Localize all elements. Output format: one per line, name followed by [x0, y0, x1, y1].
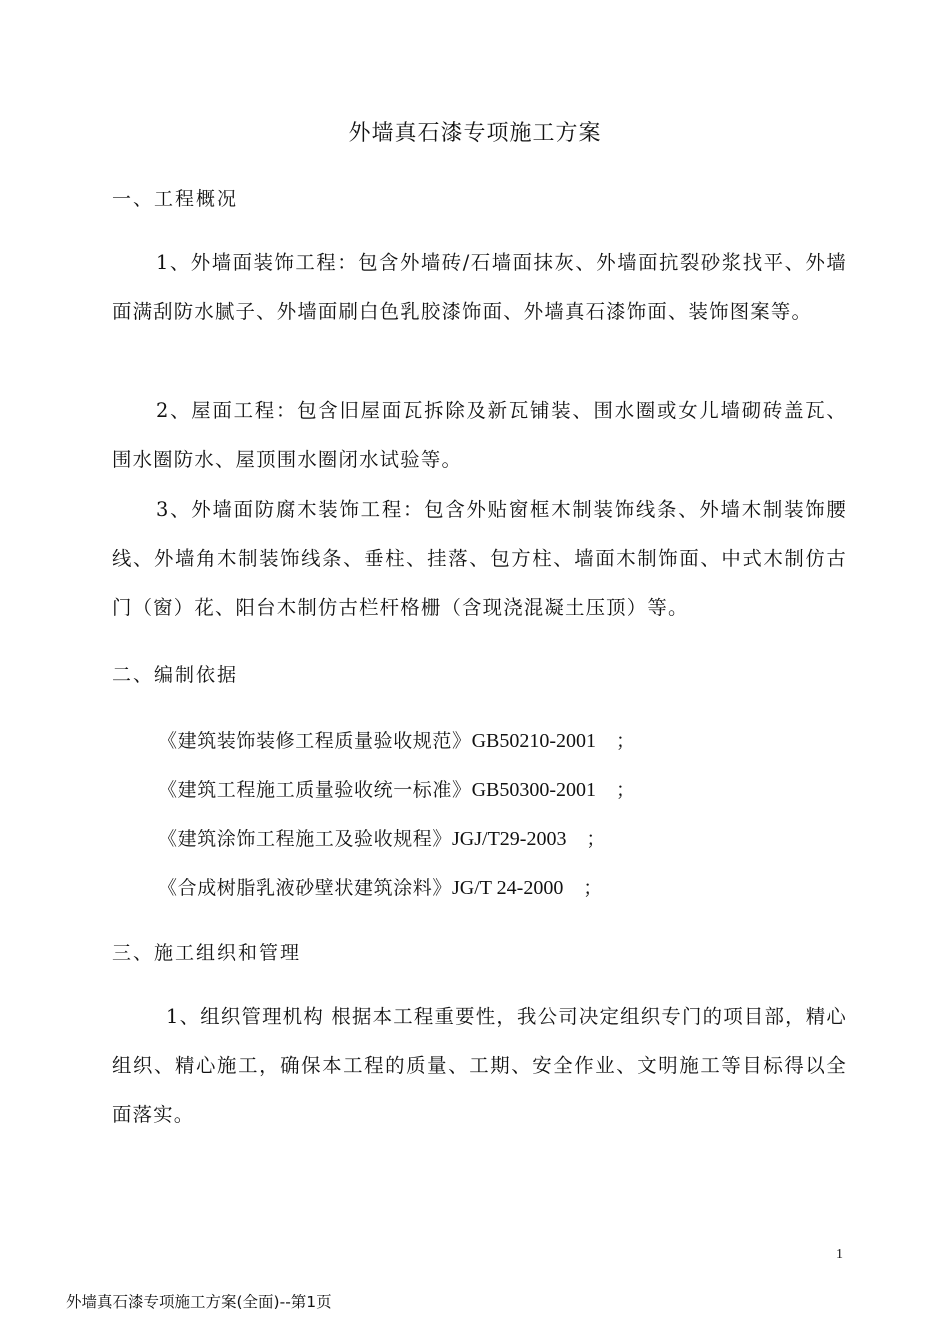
page-number: 1 — [836, 1247, 843, 1262]
reference-end: ； — [596, 730, 636, 752]
reference-code: GB50300-2001 — [471, 779, 597, 801]
section-heading-organization: 三、施工组织和管理 — [112, 942, 302, 964]
reference-end: ； — [596, 779, 636, 801]
paragraph-wood-decoration: 3、外墙面防腐木装饰工程：包含外贴窗框木制装饰线条、外墙木制装饰腰线、外墙角木制装饰线条、垂柱、挂落、包方柱、墙面木制饰面、中式木制仿古门（窗）花、阳台木制仿古栏杆格栅（含现浇混凝土压顶）等。 — [112, 498, 847, 619]
section-heading-basis: 二、编制依据 — [112, 664, 239, 686]
reference-item — [158, 726, 636, 753]
reference-item — [158, 873, 603, 900]
reference-name: 《建筑工程施工质量验收统一标准》 — [158, 779, 472, 801]
document-title: 外墙真石漆专项施工方案 — [348, 121, 602, 146]
reference-code: JGJ/T29-2003 — [452, 828, 567, 850]
section-heading-overview: 一、工程概况 — [112, 188, 239, 210]
reference-item — [158, 775, 636, 802]
paragraph-exterior-wall: 1、外墙面装饰工程：包含外墙砖/石墙面抹灰、外墙面抗裂砂浆找平、外墙面满刮防水腻子、外墙面刷白色乳胶漆饰面、外墙真石漆饰面、装饰图案等。 — [112, 251, 847, 323]
paragraph-organization: 1、组织管理机构 根据本工程重要性，我公司决定组织专门的项目部，精心组织、精心施工，确保本工程的质量、工期、安全作业、文明施工等目标得以全面落实。 — [112, 1005, 847, 1126]
reference-end: ； — [563, 877, 603, 899]
paragraph-roof: 2、屋面工程：包含旧屋面瓦拆除及新瓦铺装、围水圈或女儿墙砌砖盖瓦、围水圈防水、屋顶围水圈闭水试验等。 — [112, 399, 847, 471]
reference-name: 《建筑装饰装修工程质量验收规范》 — [158, 730, 472, 752]
footer-caption: 外墙真石漆专项施工方案(全面)--第1页 — [66, 1293, 332, 1311]
reference-code: JG/T 24-2000 — [452, 877, 564, 899]
reference-end: ； — [566, 828, 606, 850]
reference-name: 《合成树脂乳液砂壁状建筑涂料》 — [158, 877, 453, 899]
reference-name: 《建筑涂饰工程施工及验收规程》 — [158, 828, 453, 850]
reference-code: GB50210-2001 — [471, 730, 597, 752]
reference-item — [158, 824, 606, 851]
